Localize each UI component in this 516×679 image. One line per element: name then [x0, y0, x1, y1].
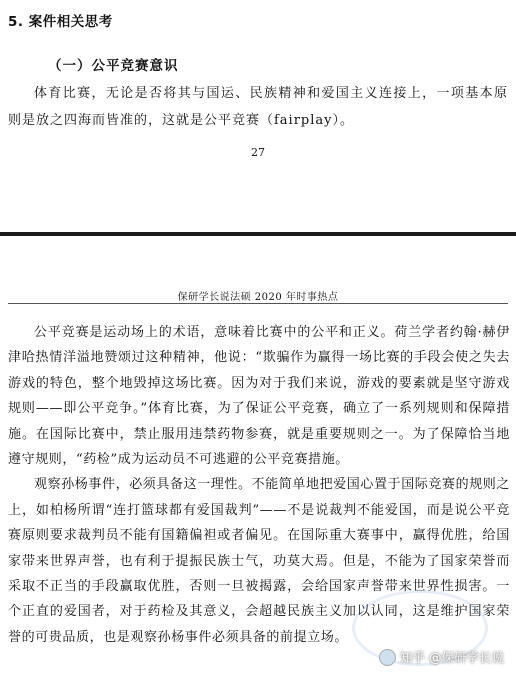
- body-paragraph: 公平竞赛是运动场上的术语，意味着比赛中的公平和正义。荷兰学者约翰·赫伊津哈热情洋溢地赞颂过这种精神，他说：“欺骗作为赢得一场比赛的手段会使之失去游戏的特色，整个地毁掉这场比赛。因为对于我们来说，游戏的要素就是坚守游戏规则——即公平竞争。”体育比赛，为了保证公平竞赛，确立了一系列规则和保障措施。在国际比赛中，禁止服用违禁药物参赛，就是重要规则之一。为了保障恰当地遵守规则，“药检”成为运动员不可逃避的公平竞赛措施。: [8, 325, 510, 468]
- intro-paragraph: 体育比赛，无论是否将其与国运、民族精神和爱国主义连接上，一项基本原则是放之四海而皆准的，这就是公平竞赛（fairplay）。: [8, 86, 508, 128]
- page-number: 27: [251, 146, 265, 159]
- avatar: [379, 649, 396, 666]
- subsection-heading: （一）公平竞赛意识: [48, 58, 179, 74]
- section-heading: 5. 案件相关思考: [8, 14, 113, 30]
- watermark-text: 知乎 @保研学长说: [400, 650, 504, 665]
- page-divider: [0, 232, 516, 236]
- body-paragraph: 观察孙杨事件，必须具备这一理性。不能简单地把爱国心置于国际竞赛的规则之上，如柏杨所谓“连打篮球都有爱国裁判”——不是说裁判不能爱国，而是说公平竞赛原则要求裁判员不能有国籍偏袒或者偏见。在国际重大赛事中，赢得优胜，给国家带来世界声誉，也有利于提振民族士气，功莫大焉。但是，不能为了国家荣誉而采取不正当的手段赢取优胜，否则一旦被揭露，会给国家声誉带来世界性损害。一个正直的爱国者，对于药检及其意义，会超越民族主义加以认同，这是维护国家荣誉的可贵品质，也是观察孙杨事件必须具备的前提立场。: [8, 477, 511, 645]
- watermark: [379, 648, 504, 666]
- running-header: 保研学长说法硕 2020 年时事热点: [177, 292, 339, 303]
- header-rule: [8, 303, 508, 304]
